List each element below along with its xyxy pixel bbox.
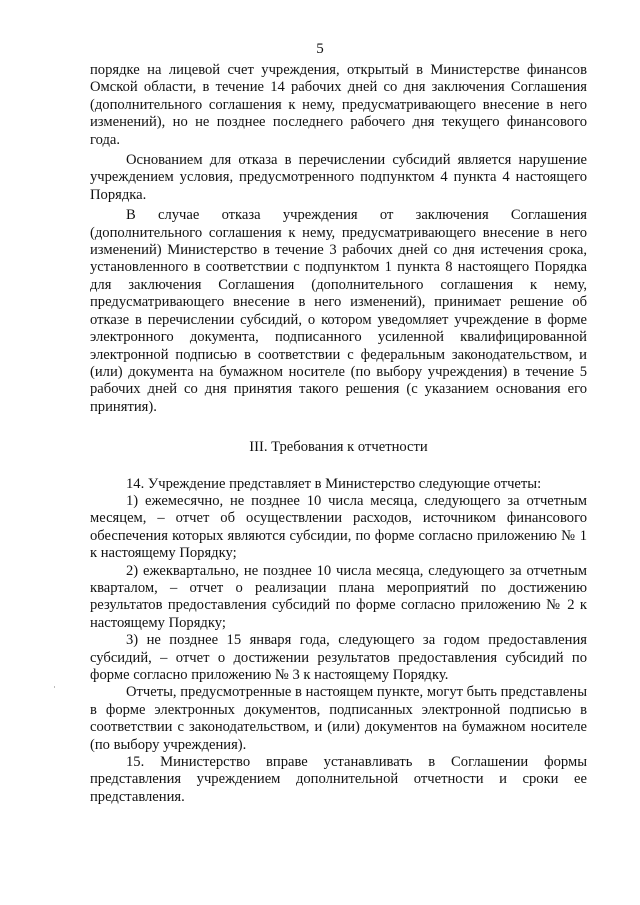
margin-mark (54, 686, 55, 688)
paragraph-refusal-case: В случае отказа учреждения от заключения Соглашения (дополнительного соглашения к нему, предусматривающего внесение в него изменений) Министерство в течение 3 рабочих дней со дня истечения срока, установленного в соответствии с подпунктом 1 пункта 8 настоящего Порядка для заключения Соглашения (дополнительного соглашения к нему, предусматривающего внесение в него изменений), принимает решение об отказе в перечислении субсидий, о котором уведомляет учреждение в форме электронного документа, подписанного усиленной квалифицированной электронной подписью в соответствии с федеральным законодательством, и (или) документа на бумажном носителе (по выбору учреждения) в течение 5 рабочих дней со дня принятия такого решения (с указанием основания его принятия). (90, 207, 587, 415)
paragraph-continuation: порядке на лицевой счет учреждения, открытый в Министерстве финансов Омской области, в течение 14 рабочих дней со дня заключения Соглашения (дополнительного соглашения к нему, предусматривающего внесение в него изменений), но не позднее последнего рабочего дня текущего финансового года. (90, 62, 587, 148)
list-item-quarterly: 2) ежеквартально, не позднее 10 числа месяца, следующего за отчетным кварталом, – отчет о реализации плана мероприятий по достижению результатов предоставления субсидий по форме согласно приложению № 2 к настоящему Порядку; (90, 562, 587, 631)
section-heading: III. Требования к отчетности (249, 439, 428, 456)
paragraph-refusal-basis: Основанием для отказа в перечислении субсидий является нарушение учреждением условия, предусмотренного подпунктом 4 пункта 4 настоящего Порядка. (90, 152, 587, 203)
paragraph-item-14: 14. Учреждение представляет в Министерство следующие отчеты: (126, 475, 542, 492)
document-body (90, 62, 587, 806)
page-number: 5 (316, 41, 324, 57)
paragraph-reports-form: Отчеты, предусмотренные в настоящем пункте, могут быть представлены в форме электронных документов, подписанных электронной подписью в соответствии с законодательством, и (или) документов на бумажном носителе (по выбору учреждения). (90, 684, 587, 753)
paragraph-item-15: 15. Министерство вправе устанавливать в Соглашении формы представления учреждением дополнительной отчетности и сроки ее представления. (90, 754, 587, 805)
list-item-monthly: 1) ежемесячно, не позднее 10 числа месяца, следующего за отчетным месяцем, – отчет об осуществлении расходов, источником финансового обеспечения которых являются субсидии, по форме согласно приложению № 1 к настоящему Порядку; (90, 492, 587, 562)
list-item-annual: 3) не позднее 15 января года, следующего за годом предоставления субсидий, – отчет о достижении результатов предоставления субсидий по форме согласно приложению № 3 к настоящему Порядку. (90, 632, 587, 683)
